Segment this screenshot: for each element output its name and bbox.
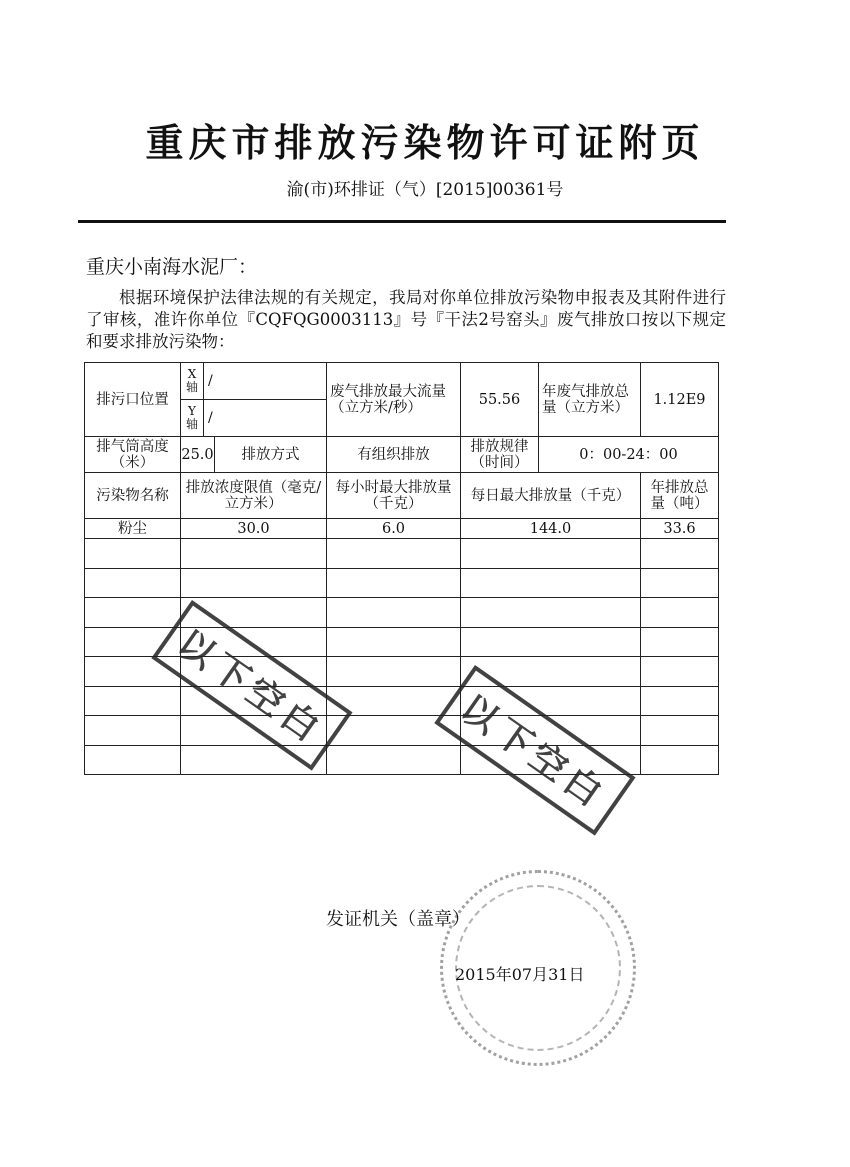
axis-cell — [181, 363, 327, 437]
pollutant-name-cell — [85, 716, 181, 746]
document-number: 渝(市)环排证（气）[2015]00361号 — [286, 180, 564, 200]
stack-row — [85, 437, 719, 473]
outlet-row — [85, 363, 719, 437]
emission-schedule-value: 0：00-24：00 — [539, 437, 719, 473]
header-daily-max: 每日最大排放量（千克） — [461, 473, 641, 519]
table-row — [85, 716, 719, 746]
blank-below-stamp: 以下空白 — [151, 600, 352, 771]
header-row — [85, 473, 719, 519]
max-flow-label: 废气排放最大流量（立方米/秒） — [327, 363, 461, 437]
emission-permit-table — [84, 362, 719, 775]
daily-max-cell — [461, 539, 641, 569]
pollutant-name-cell — [85, 598, 181, 628]
hourly-max-cell: 6.0 — [327, 519, 461, 539]
annual-total-cell — [641, 716, 719, 746]
y-axis-value: / — [208, 410, 213, 426]
stack-height-value: 25.0 — [181, 437, 215, 473]
pollutant-name-cell — [85, 686, 181, 716]
x-axis-row — [181, 363, 326, 400]
annual-volume-value: 1.12E9 — [641, 363, 719, 437]
pollutant-name-cell — [85, 539, 181, 569]
hourly-max-cell — [327, 568, 461, 598]
issue-date: 2015年07月31日 — [455, 965, 585, 984]
y-axis-row — [181, 400, 326, 436]
outlet-position-label: 排污口位置 — [85, 363, 181, 437]
concentration-limit-cell — [181, 539, 327, 569]
pollutant-name-cell — [85, 568, 181, 598]
hourly-max-cell — [327, 657, 461, 687]
header-pollutant: 污染物名称 — [85, 473, 181, 519]
body-paragraph: 根据环境保护法律法规的有关规定，我局对你单位排放污染物申报表及其附件进行了审核，准许你单位『CQFQG0003113』号『干法2号窑头』废气排放口按以下规定和要求排放污染物： — [86, 288, 726, 351]
annual-total-cell — [641, 568, 719, 598]
page-title: 重庆市排放污染物许可证附页 — [145, 121, 705, 165]
emission-schedule-label: 排放规律（时间） — [461, 437, 539, 473]
daily-max-cell — [461, 598, 641, 628]
header-divider — [78, 220, 726, 223]
pollutant-name-cell — [85, 745, 181, 775]
table-row — [85, 686, 719, 716]
recipient-name: 重庆小南海水泥厂： — [86, 256, 258, 278]
concentration-limit-cell — [181, 568, 327, 598]
emission-mode-label: 排放方式 — [215, 437, 327, 473]
hourly-max-cell — [327, 598, 461, 628]
annual-total-cell — [641, 657, 719, 687]
daily-max-cell: 144.0 — [461, 519, 641, 539]
table-row — [85, 539, 719, 569]
header-hourly-max: 每小时最大排放量（千克） — [327, 473, 461, 519]
daily-max-cell — [461, 568, 641, 598]
annual-total-cell — [641, 539, 719, 569]
concentration-limit-cell: 30.0 — [181, 519, 327, 539]
hourly-max-cell — [327, 745, 461, 775]
annual-total-cell — [641, 745, 719, 775]
blank-below-stamp: 以下空白 — [434, 665, 635, 836]
annual-volume-label: 年废气排放总量（立方米） — [539, 363, 641, 437]
annual-total-cell — [641, 598, 719, 628]
table-row — [85, 519, 719, 539]
annual-total-cell: 33.6 — [641, 519, 719, 539]
stack-height-label: 排气筒高度（米） — [85, 437, 181, 473]
pollutant-name-cell: 粉尘 — [85, 519, 181, 539]
header-annual-total: 年排放总量（吨） — [641, 473, 719, 519]
header-concentration-limit: 排放浓度限值（毫克/立方米） — [181, 473, 327, 519]
emission-mode-value: 有组织排放 — [327, 437, 461, 473]
annual-total-cell — [641, 686, 719, 716]
y-axis-label: Y 轴 — [181, 400, 204, 436]
x-axis-label: X 轴 — [181, 363, 204, 399]
issuing-authority-label: 发证机关（盖章） — [326, 909, 470, 930]
daily-max-cell — [461, 627, 641, 657]
hourly-max-cell — [327, 627, 461, 657]
max-flow-value: 55.56 — [461, 363, 539, 437]
x-axis-value: / — [208, 373, 213, 389]
table-row — [85, 568, 719, 598]
hourly-max-cell — [327, 539, 461, 569]
annual-total-cell — [641, 627, 719, 657]
